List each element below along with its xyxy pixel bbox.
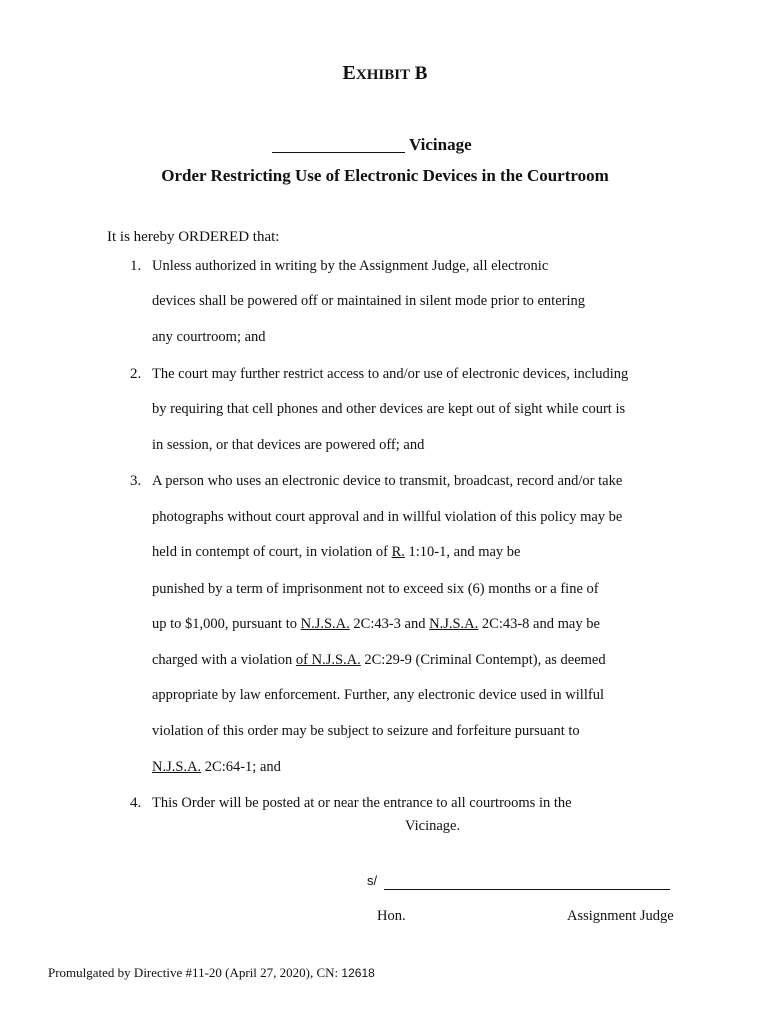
footer-note <box>48 965 375 981</box>
item-3-line-3-a: held in contempt of court, in violation of <box>152 544 392 560</box>
item-3-line-2: photographs without court approval and in willful violation of this policy may be <box>152 509 623 525</box>
item-3-line-5 <box>152 616 600 633</box>
exhibit-first-letter: E <box>342 62 356 84</box>
item-1-line-1: Unless authorized in writing by the Assignment Judge, all electronic <box>152 258 549 274</box>
footer-cn: 12618 <box>341 966 375 980</box>
item-3-line-5-c: 2C:43-8 and may be <box>478 616 600 632</box>
item-4-line-2: Vicinage. <box>405 818 461 834</box>
item-3-line-4: punished by a term of imprisonment not to exceed six (6) months or a fine of <box>152 581 599 597</box>
item-3-line-9 <box>152 759 281 776</box>
item-3-line-8: violation of this order may be subject to seizure and forfeiture pursuant to <box>152 723 580 739</box>
vicinage-blank-line <box>272 135 405 153</box>
item-3-line-5-a: up to $1,000, pursuant to <box>152 616 301 632</box>
item-3-line-6 <box>152 652 606 669</box>
signature-hon: Hon. <box>377 908 406 924</box>
item-3-line-5-b: 2C:43-3 and <box>349 616 430 632</box>
item-3-line-6-of: of <box>295 652 312 668</box>
statute-citation: N.J.S.A. <box>429 616 479 632</box>
vicinage-label: Vicinage <box>409 135 472 154</box>
item-3-line-3 <box>152 544 520 561</box>
item-1-line-2: devices shall be powered off or maintained in silent mode prior to entering <box>152 293 585 309</box>
exhibit-letter: B <box>414 63 428 84</box>
order-title: Order Restricting Use of Electronic Devices in the Courtroom <box>161 166 609 185</box>
statute-citation: N.J.S.A. <box>300 616 350 632</box>
item-3-line-7: appropriate by law enforcement. Further, any electronic device used in willful <box>152 687 604 703</box>
signature-title: Assignment Judge <box>567 908 674 924</box>
statute-citation: N.J.S.A. <box>311 652 361 668</box>
item-3-line-6-a: charged with a violation <box>152 652 296 668</box>
item-3-line-1: A person who uses an electronic device to transmit, broadcast, record and/or take <box>152 473 623 489</box>
order-intro: It is hereby ORDERED that: <box>107 229 280 245</box>
item-2-line-2: by requiring that cell phones and other devices are kept out of sight while court is <box>152 401 626 417</box>
signature-line <box>384 889 670 890</box>
item-1-line-3: any courtroom; and <box>152 329 266 345</box>
rule-citation: R. <box>391 544 405 560</box>
item-3-line-6-b: 2C:29-9 (Criminal Contempt), as deemed <box>360 652 606 668</box>
exhibit-heading <box>0 62 770 85</box>
statute-citation: N.J.S.A. <box>152 759 202 775</box>
item-2-number: 2. <box>130 366 142 382</box>
item-4-number: 4. <box>130 795 142 811</box>
footer-text: Promulgated by Directive #11-20 (April 27, 2020), CN: <box>48 965 342 980</box>
item-3-line-3-b: 1:10-1, and may be <box>404 544 521 560</box>
item-3-line-9-b: 2C:64-1; and <box>201 759 281 775</box>
item-3-number: 3. <box>130 473 142 489</box>
item-4-line-1: This Order will be posted at or near the entrance to all courtrooms in the <box>152 795 572 811</box>
item-1-number: 1. <box>130 258 142 274</box>
item-2-line-3: in session, or that devices are powered off; and <box>152 437 425 453</box>
item-2-line-1: The court may further restrict access to and/or use of electronic devices, including <box>152 366 629 382</box>
signature-mark: s/ <box>367 873 378 888</box>
exhibit-word-rest: XHIBIT <box>355 67 411 83</box>
